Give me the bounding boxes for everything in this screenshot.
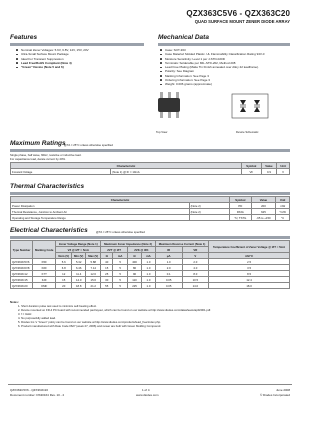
table-cell: QZX363C15 — [11, 277, 33, 283]
th-header-unit: Unit — [276, 197, 290, 203]
table-cell: QZX363C20 — [11, 283, 33, 289]
ec-unit: mA — [113, 253, 128, 259]
ec-header-type: Type Number — [11, 241, 33, 259]
note-item: 6. Product manufactured with Date Code 0627 (week 27, 2006) and newer are built with Green Molding Compound. — [18, 324, 162, 328]
table-cell: °C — [276, 215, 290, 221]
part-number-title: QZX363C5V6 - QZX363C20 — [186, 9, 290, 18]
max-ratings-heading: Maximum Ratings — [10, 140, 66, 147]
table-cell: TJ, TSTG — [230, 215, 252, 221]
table-cell: 12.6 — [86, 271, 101, 277]
table-row — [11, 169, 290, 175]
table-cell: KJF — [33, 277, 56, 283]
features-list — [16, 48, 136, 69]
table-cell: K6F — [33, 265, 56, 271]
table-cell: 18.0 — [209, 283, 290, 289]
ec-unit: mA — [142, 253, 156, 259]
mechanical-item: Case: SOT-363 — [160, 48, 295, 52]
table-cell: 15 — [101, 265, 113, 271]
th-header-characteristic: Characteristic — [11, 197, 230, 203]
table-cell: (Note 1) @ IF = 10mA — [111, 169, 242, 175]
note-item: 4. No purposefully added lead. — [18, 316, 56, 320]
part-subtitle: QUAD SURFACE MOUNT ZENER DIODE ARRAY — [194, 19, 290, 24]
notes-label: Notes: — [10, 300, 19, 304]
note-item: 1. Short duration pulse test used to minimize self-heating effect. — [18, 304, 97, 308]
top-view-caption: Top View — [156, 130, 168, 134]
electrical-table — [10, 240, 290, 289]
table-cell: Power Dissipation — [11, 203, 190, 209]
footer-rule — [8, 384, 292, 385]
table-cell: 3.5 — [209, 265, 290, 271]
table-cell: 12.4 — [209, 277, 290, 283]
mechanical-item: Polarity: See Diagram — [160, 69, 295, 73]
feature-item: Ultra-Small Surface Mount Package — [16, 52, 136, 56]
ec-sub-vr: VR — [182, 247, 209, 253]
max-ratings-table — [10, 162, 290, 175]
ec-sub-zzk: ZZK @ IZK — [128, 247, 156, 253]
features-heading: Features — [10, 34, 38, 41]
feature-item: "Green" Device (Note 5 and 6) — [16, 65, 136, 69]
table-cell: 1.0 — [142, 283, 156, 289]
table-cell: 1.0 — [142, 265, 156, 271]
ec-header-reverse-current: Maximum Reverse Current (Note 1) — [155, 241, 208, 247]
table-cell: 12 — [56, 271, 72, 277]
note-item: 3. f = 1kHz. — [18, 312, 33, 316]
ec-unit: Nom (V) — [56, 253, 72, 259]
table-cell — [189, 215, 229, 221]
table-cell: QZX363C6V8 — [11, 265, 33, 271]
table-cell: 0.05 — [155, 283, 182, 289]
footer-docnum: Document number: DS30164 Rev. 10 - 2 — [10, 393, 65, 397]
thermal-heading: Thermal Characteristics — [10, 183, 85, 190]
footer-copyright: © Diodes Incorporated — [259, 393, 290, 397]
table-cell: 21.2 — [86, 283, 101, 289]
footer-website: www.diodes.com — [136, 393, 159, 397]
table-cell: 625 — [251, 209, 276, 215]
table-cell: 14.0 — [182, 283, 209, 289]
max-ratings-note-2: For capacitance load, derate current by 20%. — [10, 157, 66, 161]
table-cell: Thermal Resistance, Junction to Ambient Air — [11, 209, 190, 215]
th-header-value: Value — [251, 197, 276, 203]
table-cell: 2.0 — [155, 265, 182, 271]
table-cell: 0.9 — [261, 169, 277, 175]
mechanical-item: Weight: 0.006 grams (approximate) — [160, 82, 295, 86]
table-cell: 5 — [113, 271, 128, 277]
table-cell: 1.0 — [142, 259, 156, 265]
ec-sub-ir: IR — [155, 247, 182, 253]
table-cell: 30 — [101, 277, 113, 283]
ec-unit: Ω — [101, 253, 113, 259]
table-cell: 40 — [101, 259, 113, 265]
mechanical-item: Terminals: Solderable per MIL-STD-202, Method 208 — [160, 61, 295, 65]
mechanical-item: Marking Information: See Page 3 — [160, 74, 295, 78]
feature-item: Ideal For Transient Suppression — [16, 57, 136, 61]
max-ratings-note-1: Single phase, half wave, 60Hz, resistive or inductive load. — [10, 153, 82, 157]
note-item: 2. Device mounted on FR-4 PC board with recommended pad layout, which can be found on our website at http://www.diodes.com/datasheets/ap02001.pdf. — [18, 308, 211, 312]
ec-header-temp-coeff: Temperature Coefficient of Zener Voltage @ IZT = 5mA — [209, 241, 290, 253]
table-cell: 2.5 — [209, 259, 290, 265]
feature-item: Lead Free/RoHS Compliant (Note 4) — [16, 61, 136, 65]
device-schematic — [228, 90, 272, 126]
notes-list — [18, 304, 290, 328]
sot363-package-image — [150, 88, 190, 126]
table-cell: 5 — [113, 259, 128, 265]
table-cell: 0.1 — [155, 271, 182, 277]
table-cell: QZX363C12 — [11, 271, 33, 277]
table-cell: 0.05 — [155, 277, 182, 283]
footer-page: 1 of 4 — [142, 388, 150, 392]
mr-header-value: Value — [261, 163, 277, 169]
table-cell: 11.4 — [72, 271, 86, 277]
mechanical-heading: Mechanical Data — [158, 34, 209, 41]
electrical-bar — [10, 236, 290, 239]
footer-date: June 2008 — [275, 388, 290, 392]
electrical-condition: @TA = 25°C unless otherwise specified — [96, 230, 145, 234]
table-cell: 5 — [113, 277, 128, 283]
table-cell: Operating and Storage Temperature Range — [11, 215, 190, 221]
mr-header-unit: Unit — [277, 163, 290, 169]
ec-unit: μA — [155, 253, 182, 259]
table-cell: 8.5 — [209, 271, 290, 277]
table-cell: 6.46 — [72, 265, 86, 271]
thermal-bar — [10, 192, 290, 195]
features-bar — [10, 43, 144, 46]
max-ratings-condition: @TA = 25°C unless otherwise specified — [64, 143, 113, 147]
mechanical-list — [160, 48, 295, 87]
table-row — [11, 215, 290, 221]
mechanical-item: Case Material: Molded Plastic. UL Flammability Classification Rating 94V-0 — [160, 52, 295, 56]
table-cell: 1.0 — [142, 271, 156, 277]
table-cell: 1.0 — [142, 277, 156, 283]
table-cell: RθJA — [230, 209, 252, 215]
mechanical-item: Ordering Information: See Page 3 — [160, 78, 295, 82]
table-cell: VF — [241, 169, 261, 175]
mr-header-characteristic: Characteristic — [11, 163, 242, 169]
table-cell: 200 — [251, 203, 276, 209]
table-cell: 15.6 — [86, 277, 101, 283]
schematic-caption: Device Schematic — [236, 130, 259, 134]
table-cell: mW — [276, 203, 290, 209]
ec-unit: mV/°C — [209, 253, 290, 259]
ec-header-impedance: Maximum Zener Impedance (Note 2) — [101, 241, 156, 247]
table-cell: 400 — [128, 259, 142, 265]
mr-header-symbol: Symbol — [241, 163, 261, 169]
table-cell: 5.32 — [72, 259, 86, 265]
table-cell: 7.14 — [86, 265, 101, 271]
table-cell: °C/W — [276, 209, 290, 215]
table-cell: KMF — [33, 283, 56, 289]
table-cell: 25 — [101, 271, 113, 277]
table-cell: (Note 2) — [189, 209, 229, 215]
table-cell: K5F — [33, 259, 56, 265]
thermal-table — [10, 196, 290, 221]
table-cell: 90 — [128, 271, 142, 277]
table-row — [11, 283, 290, 289]
ec-sub-vz: VZ @ IZT = 5mA — [56, 247, 101, 253]
note-item: 5. Diodes Inc.'s "Green" policy can be found on our website at http://www.diodes.com/products/lead_free/index.php. — [18, 320, 161, 324]
table-cell: Forward Voltage — [11, 169, 111, 175]
table-cell: 14.0 — [72, 277, 86, 283]
table-cell: 18.8 — [72, 283, 86, 289]
table-cell: 80 — [128, 265, 142, 271]
table-cell: (Note 2) — [189, 203, 229, 209]
mechanical-bar — [158, 43, 290, 46]
table-cell: 225 — [128, 283, 142, 289]
th-header-symbol: Symbol — [230, 197, 252, 203]
table-cell: 20 — [56, 283, 72, 289]
table-cell: 1.0 — [155, 259, 182, 265]
max-ratings-bar — [10, 149, 290, 152]
table-cell: V — [277, 169, 290, 175]
table-cell: 5.88 — [86, 259, 101, 265]
ec-unit: Min (V) — [72, 253, 86, 259]
mechanical-item: Lead Free Plating (Matte Tin Finish annealed over Alloy 42 leadframe). — [160, 65, 295, 69]
table-cell: QZX363C5V6 — [11, 259, 33, 265]
table-cell: 5 — [113, 265, 128, 271]
table-cell: 10.5 — [182, 277, 209, 283]
ec-unit: V — [182, 253, 209, 259]
table-cell: 55 — [101, 283, 113, 289]
electrical-rows — [11, 259, 290, 289]
table-cell: 2.0 — [182, 259, 209, 265]
mechanical-item: Moisture Sensitivity: Level 1 per J-STD-020D — [160, 57, 295, 61]
electrical-heading: Electrical Characteristics — [10, 227, 88, 234]
feature-item: Nominal Zener Voltages: 5.6V, 6.8V, 12V, 15V, 20V — [16, 48, 136, 52]
table-cell: 5.6 — [56, 259, 72, 265]
table-cell: 8.0 — [182, 271, 209, 277]
ec-unit: Ω — [128, 253, 142, 259]
ec-unit: Max (V) — [86, 253, 101, 259]
table-cell: 110 — [128, 277, 142, 283]
table-cell: 4.0 — [182, 265, 209, 271]
ec-header-zener-voltage: Zener Voltage Range (Note 1) — [56, 241, 101, 247]
ec-sub-zzt: ZZT @ IZT — [101, 247, 128, 253]
table-cell: K7T — [33, 271, 56, 277]
footer-part: QZX363C5V6 - QZX363C20 — [10, 388, 49, 392]
table-cell: 6.8 — [56, 265, 72, 271]
table-cell: PD — [230, 203, 252, 209]
table-cell: 5 — [113, 283, 128, 289]
table-cell: 15 — [56, 277, 72, 283]
table-cell: -65 to +150 — [251, 215, 276, 221]
ec-header-marking: Marking Code — [33, 241, 56, 259]
